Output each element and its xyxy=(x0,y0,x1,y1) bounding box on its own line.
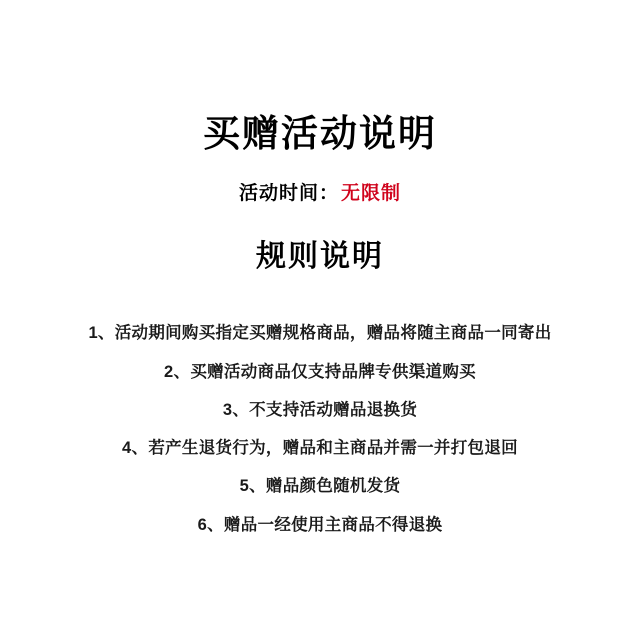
activity-time-value: 无限制 xyxy=(341,183,402,205)
rules-section-title: 规则说明 xyxy=(256,240,384,274)
activity-time-label: 活动时间： xyxy=(238,183,339,205)
rules-list xyxy=(0,322,640,536)
list-item: 4、若产生退货行为，赠品和主商品并需一并打包退回 xyxy=(122,439,518,458)
activity-time-row xyxy=(239,178,401,205)
list-item: 1、活动期间购买指定买赠规格商品，赠品将随主商品一同寄出 xyxy=(88,324,552,343)
list-item: 6、赠品一经使用主商品不得退换 xyxy=(197,515,443,534)
list-item: 3、不支持活动赠品退换货 xyxy=(222,400,418,419)
list-item: 5、赠品颜色随机发货 xyxy=(239,477,401,496)
page-title: 买赠活动说明 xyxy=(203,113,437,154)
list-item: 2、买赠活动商品仅支持品牌专供渠道购买 xyxy=(164,362,476,381)
